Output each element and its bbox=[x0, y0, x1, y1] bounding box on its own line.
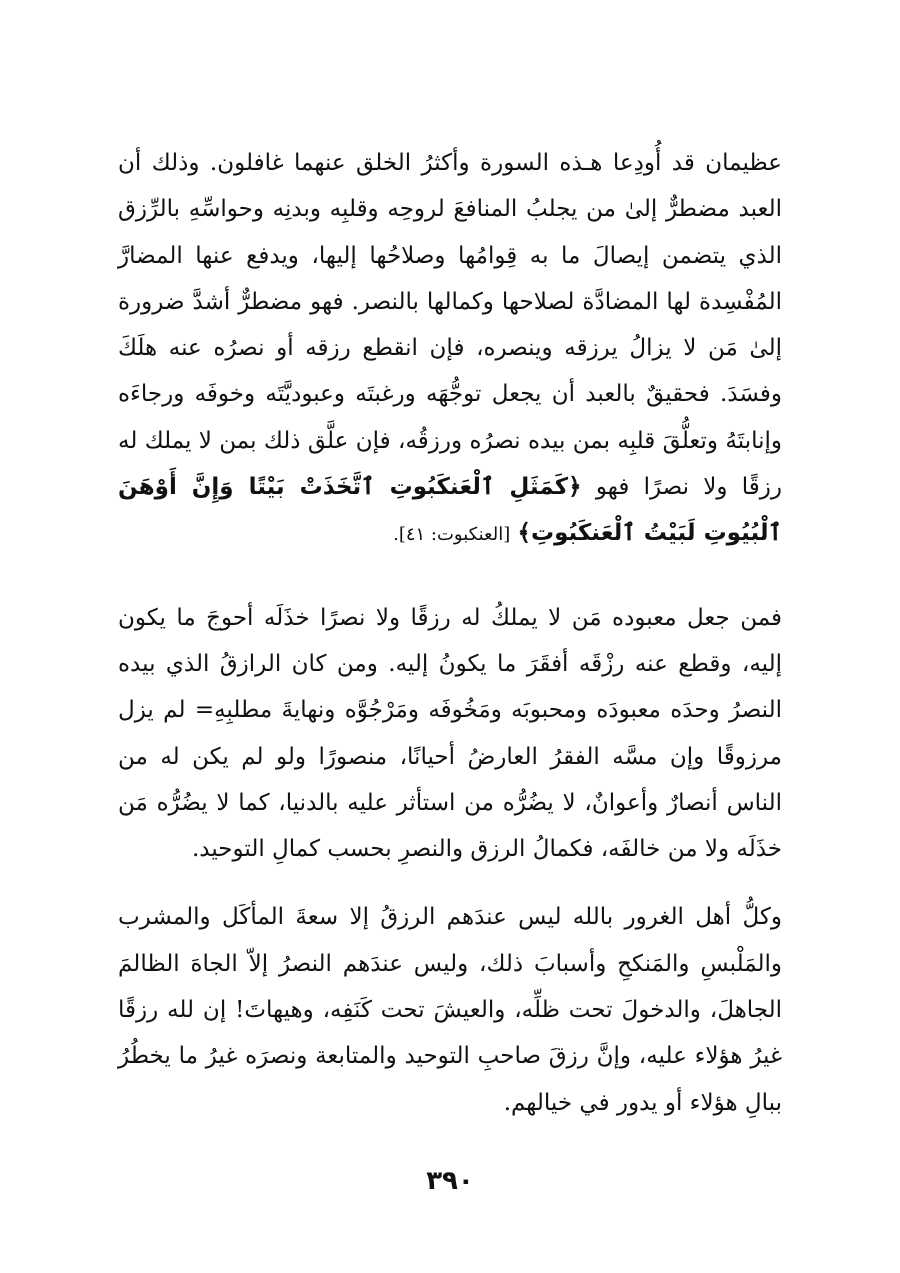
verse-citation: [العنكبوت: ٤١]. bbox=[393, 524, 511, 546]
quran-verse: ﴿كَمَثَلِ ٱلْعَنكَبُوتِ ٱتَّخَذَتْ بَيْتًا وَإِنَّ أَوْهَنَ ٱلْبُيُوتِ لَبَيْتُ ٱلْعَنكَبُوتِ﴾ bbox=[118, 474, 782, 547]
paragraph-1-text: عظيمان قد أُودِعا هـذه السورة وأكثرُ الخلق عنهما غافلون. وذلك أن العبد مضطرٌّ إلىٰ من يجلبُ المنافعَ لروحِه وقلبِه وبدنِه وحواسِّهِ بالرِّزق الذي يتضمن إيصالَ ما به قِوامُها وصلاحُها إليها، ويدفع عنها المضارَّ المُفْسِدة لها المضادَّة لصلاحها وكمالها بالنصر. فهو مضطرٌّ أشدَّ ضرورة إلىٰ مَن لا يزالُ يرزقه وينصره، فإن انقطع رزقه أو نصرُه عنه هلَكَ وفسَدَ. فحقيقٌ بالعبد أن يجعل توجُّهَه ورغبتَه وعبوديَّتَه وخوفَه ورجاءَه وإنابتَهُ وتعلُّقَ قلبِه بمن بيده نصرُه ورزقُه، فإن علَّق ذلك بمن لا يملك له رزقًا ولا نصرًا فهو bbox=[118, 150, 783, 501]
paragraph-1 bbox=[118, 140, 782, 559]
page-number: ٣٩٠ bbox=[426, 1166, 474, 1196]
paragraph-2: فمن جعل معبوده مَن لا يملكُ له رزقًا ولا نصرًا خذَلَه أحوجَ ما يكون إليه، وقطع عنه رزْقَه أفقَرَ ما يكونُ إليه. ومن كان الرازقُ الذي بيده النصرُ وحدَه معبودَه ومحبوبَه ومَخُوفَه ومَرْجُوَّه ونهايةَ مطلبِهِ= لم يزل مرزوقًا وإن مسَّه الفقرُ العارضُ أحيانًا، منصورًا ولو لم يكن له من الناس أنصارٌ وأعوانٌ، لا يضُرُّه من استأثر عليه بالدنيا، كما لا يضُرُّه مَن خذَلَه ولا من خالفَه، فكمالُ الرزق والنصرِ بحسب كمالِ التوحيد. bbox=[118, 604, 782, 863]
paragraph-3: وكلُّ أهل الغرور بالله ليس عندَهم الرزقُ إلا سعةَ المأكَل والمشرب والمَلْبسِ والمَنكحِ وأسبابَ ذلك، وليس عندَهم النصرُ إلاّ الجاهَ الظالمَ الجاهلَ، والدخولَ تحت ظلِّه، والعيشَ تحت كَنَفِه، وهيهاتَ! إن لله رزقًا غيرُ هؤلاء عليه، وإنَّ رزقَ صاحبِ التوحيد والمتابعة ونصرَه غيرُ ما يخطُرُ ببالِ هؤلاء أو يدور في خيالهم. bbox=[118, 904, 782, 1116]
page-body bbox=[118, 140, 782, 1126]
